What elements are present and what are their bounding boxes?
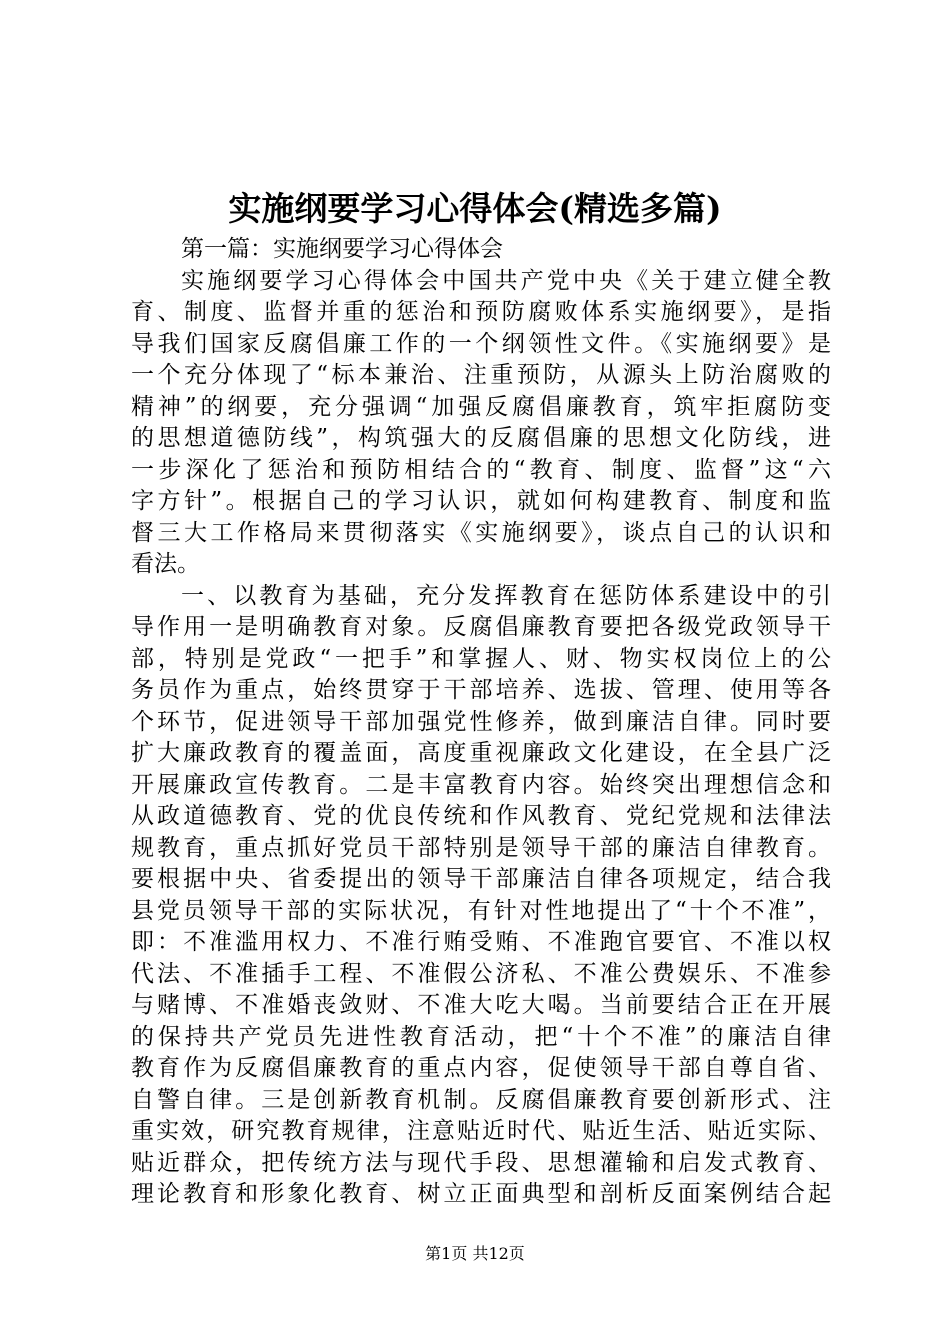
paragraph-line: 开展廉政宣传教育。二是丰富教育内容。始终突出理想信念和 (131, 771, 831, 798)
paragraph-line: 自警自律。三是创新教育机制。反腐倡廉教育要创新形式、注 (131, 1086, 831, 1113)
paragraph-line: 育、制度、监督并重的惩治和预防腐败体系实施纲要》，是指 (131, 299, 831, 325)
paragraph-line: 导作用一是明确教育对象。反腐倡廉教育要把各级党政领导干 (131, 614, 831, 640)
section-heading: 第一篇：实施纲要学习心得体会 (181, 236, 503, 262)
paragraph-line: 看法。 (131, 551, 200, 577)
paragraph-line: 重实效，研究教育规律，注意贴近时代、贴近生活、贴近实际、 (131, 1118, 831, 1144)
paragraph-line: 理论教育和形象化教育、树立正面典型和剖析反面案例结合起 (131, 1181, 831, 1207)
paragraph-line: 部，特别是党政“一把手”和掌握人、财、物实权岗位上的公 (131, 645, 831, 672)
paragraph-line: 督三大工作格局来贯彻落实《实施纲要》，谈点自己的认识和 (131, 519, 831, 546)
paragraph-line: 扩大廉政教育的覆盖面，高度重视廉政文化建设，在全县广泛 (131, 740, 831, 766)
paragraph-line: 从政道德教育、党的优良传统和作风教育、党纪党规和法律法 (131, 803, 831, 829)
paragraph-line: 要根据中央、省委提出的领导干部廉洁自律各项规定，结合我 (131, 866, 831, 892)
paragraph-line: 教育作为反腐倡廉教育的重点内容，促使领导干部自尊自省、 (131, 1055, 831, 1081)
paragraph-line: 务员作为重点，始终贯穿于干部培养、选拔、管理、使用等各 (131, 677, 831, 703)
paragraph-line: 字方针”。根据自己的学习认识，就如何构建教育、制度和监 (131, 488, 831, 514)
paragraph-line: 贴近群众，把传统方法与现代手段、思想灌输和启发式教育、 (131, 1149, 831, 1176)
paragraph-line: 即：不准滥用权力、不准行贿受贿、不准跑官要官、不准以权 (131, 929, 831, 955)
paragraph-line: 代法、不准插手工程、不准假公济私、不准公费娱乐、不准参 (131, 960, 831, 987)
paragraph-line: 的保持共产党员先进性教育活动，把“十个不准”的廉洁自律 (131, 1023, 831, 1050)
paragraph-line: 个环节，促进领导干部加强党性修养，做到廉洁自律。同时要 (131, 708, 831, 735)
page-footer: 第1页 共12页 (425, 1244, 525, 1263)
paragraph-line: 规教育，重点抓好党员干部特别是领导干部的廉洁自律教育。 (131, 834, 831, 861)
paragraph-line: 一、以教育为基础，充分发挥教育在惩防体系建设中的引 (181, 582, 831, 609)
paragraph-line: 实施纲要学习心得体会中国共产党中央《关于建立健全教 (181, 267, 831, 294)
paragraph-line: 一步深化了惩治和预防相结合的“教育、制度、监督”这“六 (131, 456, 831, 483)
paragraph-line: 与赌博、不准婚丧敛财、不准大吃大喝。当前要结合正在开展 (131, 992, 831, 1018)
paragraph-line: 精神”的纲要，充分强调“加强反腐倡廉教育，筑牢拒腐防变 (131, 393, 831, 420)
paragraph-line: 的思想道德防线”，构筑强大的反腐倡廉的思想文化防线，进 (131, 425, 831, 451)
paragraph-line: 导我们国家反腐倡廉工作的一个纲领性文件。《实施纲要》是 (131, 330, 831, 357)
paragraph-line: 县党员领导干部的实际状况，有针对性地提出了“十个不准”， (131, 897, 831, 924)
document-title: 实施纲要学习心得体会(精选多篇) (228, 189, 722, 228)
paragraph-line: 一个充分体现了“标本兼治、注重预防，从源头上防治腐败的 (131, 362, 831, 388)
document-body (131, 234, 831, 1211)
